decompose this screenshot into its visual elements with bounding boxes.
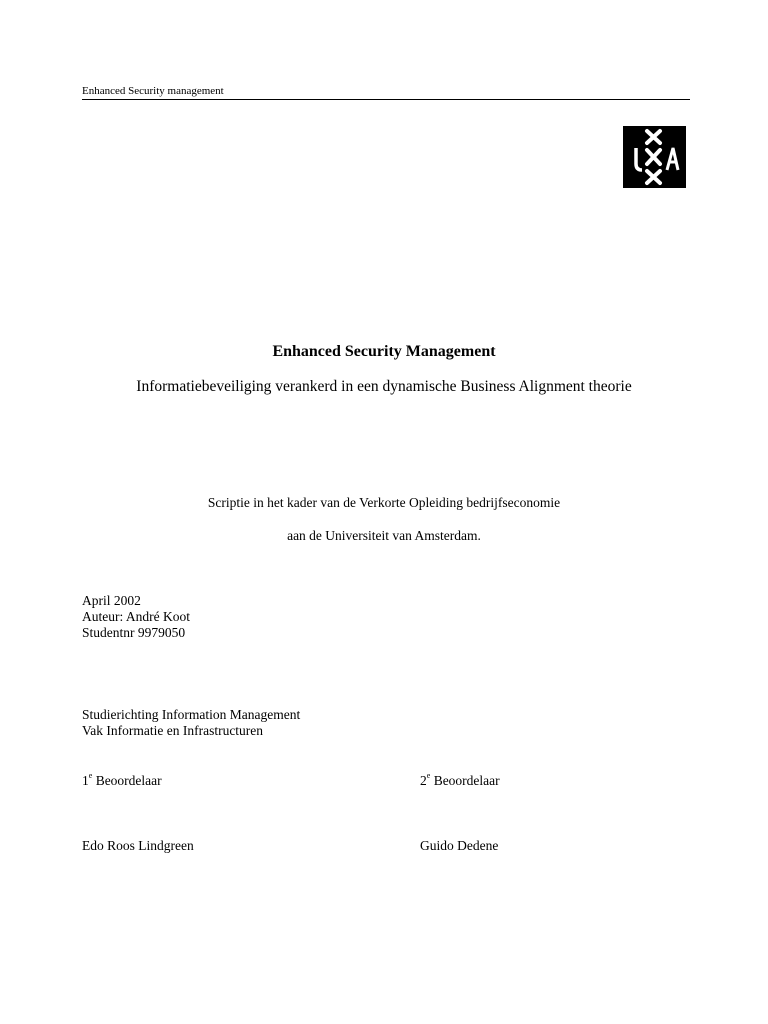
university-logo — [623, 126, 686, 188]
second-assessor-label — [420, 773, 500, 789]
uva-logo-icon — [623, 126, 686, 188]
second-assessor-suffix: e — [426, 771, 431, 780]
student-number: Studentnr 9979050 — [82, 625, 186, 640]
second-assessor-text: Beoordelaar — [433, 773, 500, 788]
study-direction: Studierichting Information Management — [82, 707, 301, 722]
document-title: Enhanced Security Management — [272, 343, 496, 360]
second-assessor-number: 2 — [420, 773, 427, 788]
first-assessor-name: Edo Roos Lindgreen — [82, 838, 194, 853]
course: Vak Informatie en Infrastructuren — [82, 723, 264, 738]
document-subtitle: Informatiebeveiliging verankerd in een dynamische Business Alignment theorie — [136, 378, 632, 395]
thesis-line-2: aan de Universiteit van Amsterdam. — [287, 528, 481, 543]
author: Auteur: André Koot — [82, 609, 190, 624]
header-rule — [82, 99, 690, 100]
first-assessor-label — [82, 773, 162, 789]
running-header: Enhanced Security management — [82, 85, 224, 97]
first-assessor-number: 1 — [82, 773, 89, 788]
first-assessor-text: Beoordelaar — [95, 773, 162, 788]
first-assessor-suffix: e — [88, 771, 93, 780]
second-assessor-name: Guido Dedene — [420, 838, 499, 853]
thesis-line-1: Scriptie in het kader van de Verkorte Opleiding bedrijfseconomie — [207, 495, 561, 510]
date: April 2002 — [82, 593, 141, 608]
